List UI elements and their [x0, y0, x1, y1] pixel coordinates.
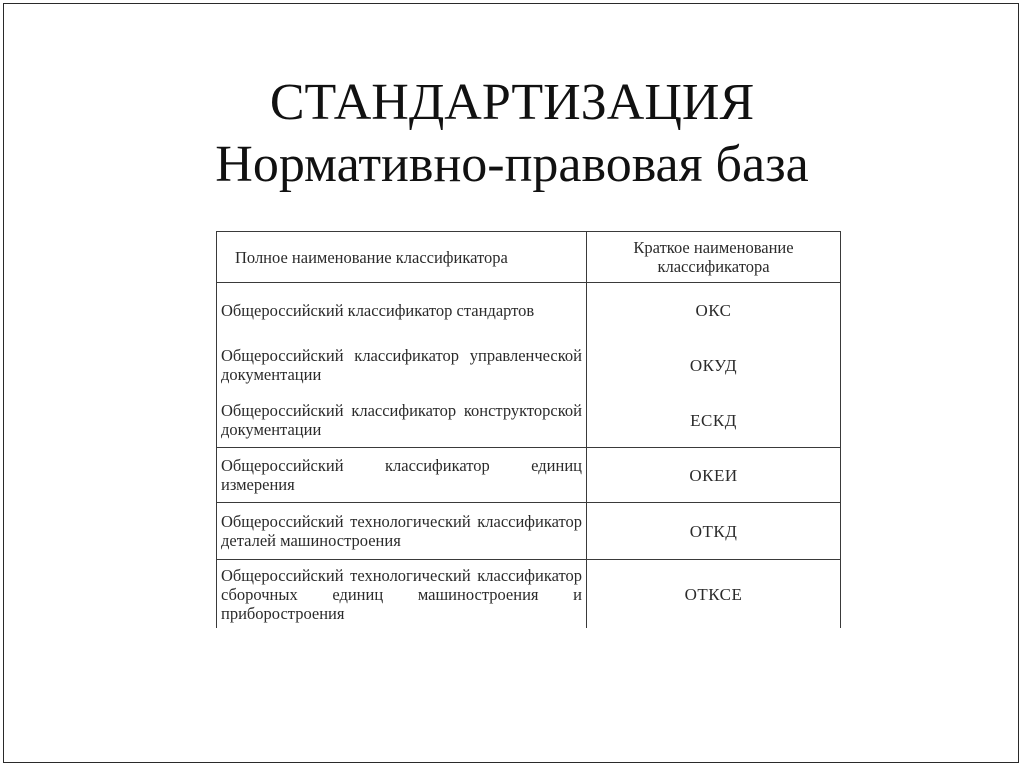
table-header-row	[217, 232, 841, 283]
table-row	[217, 337, 841, 393]
table-row	[217, 503, 841, 560]
header-full-name: Полное наименование классификатора	[217, 232, 587, 283]
classifier-short-name: ОТКД	[587, 503, 841, 560]
classifier-table-container	[216, 231, 840, 628]
slide-title	[4, 72, 1020, 196]
classifier-full-name: Общероссийский классификатор стандартов	[217, 283, 587, 338]
slide-title-main: СТАНДАРТИЗАЦИЯ	[269, 74, 755, 131]
table-row	[217, 560, 841, 629]
table-row	[217, 283, 841, 338]
classifier-short-name: ОКС	[587, 283, 841, 338]
classifier-full-name: Общероссийский классификатор конструкторской документации	[217, 393, 587, 448]
slide-subtitle: Нормативно-правовая база	[215, 136, 809, 193]
classifier-full-name: Общероссийский технологический классификатор сборочных единиц машиностроения и приборостроения	[217, 560, 587, 629]
classifier-full-name: Общероссийский технологический классификатор деталей машиностроения	[217, 503, 587, 560]
classifier-short-name: ОКУД	[587, 337, 841, 393]
classifier-short-name: ОКЕИ	[587, 448, 841, 503]
classifier-short-name: ОТКСЕ	[587, 560, 841, 629]
classifier-full-name: Общероссийский классификатор управленческой документации	[217, 337, 587, 393]
classifier-full-name: Общероссийский классификатор единиц измерения	[217, 448, 587, 503]
header-short-name: Краткое наименование классификатора	[587, 232, 841, 283]
classifier-short-name: ЕСКД	[587, 393, 841, 448]
table-row	[217, 393, 841, 448]
classifier-table	[216, 231, 841, 628]
table-row	[217, 448, 841, 503]
